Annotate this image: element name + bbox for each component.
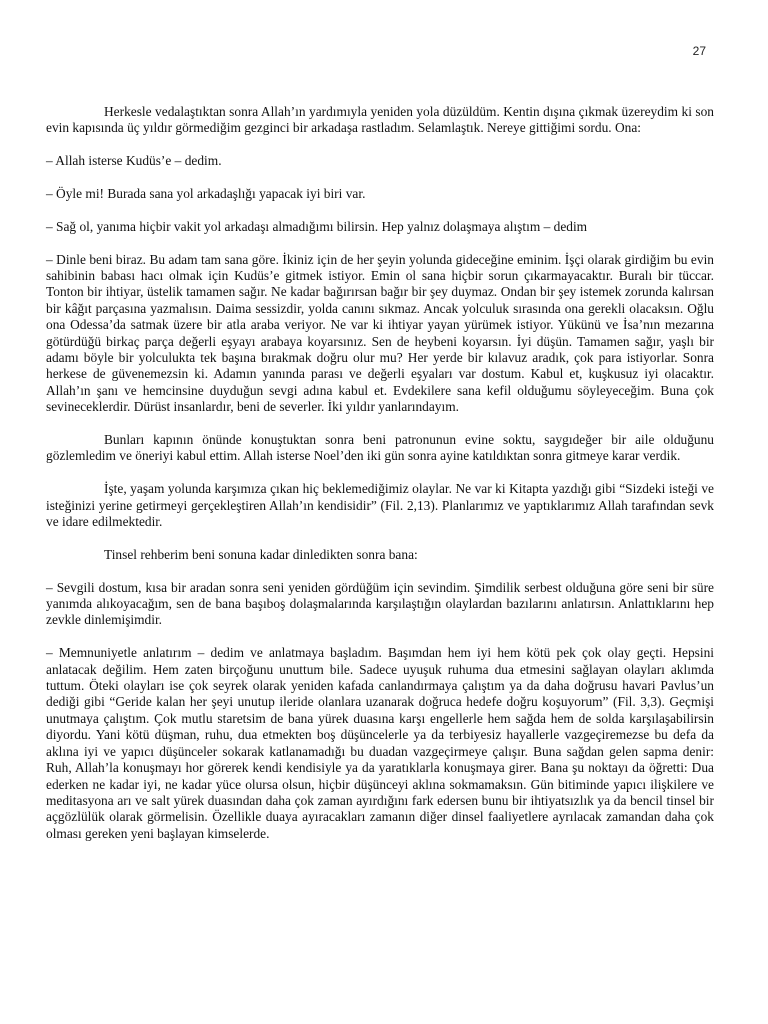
dialogue-line: – Allah isterse Kudüs’e – dedim. bbox=[46, 153, 222, 169]
dialogue-paragraph: – Dinle beni biraz. Bu adam tam sana göre. İkiniz için de her şeyin yolunda gideceğine eminim. İşçi olarak girdiğim bu evin sahibinin babası hacı olmak için Kudüs’e gitmek istiyor. Emin ol sana hiçbir sorun çıkarmayacaktır. Buralı bir tüccar. Tonton bir ihtiyar, üstelik tamamen sağır. Ne kadar bağırırsan bağır bir şey duymaz. Ondan bir şey istemek zorunda kalırsan bir kâğıt parçasına yazmalısın. Daima sessizdir, yolda canını sıkmaz. Ancak yolculuk sırasında ona gerekli olacaksın. Oğlu ona Odessa’da satmak üzere bir atla araba veriyor. Ne var ki ihtiyar yayan yürümek istiyor. Yükünü ve İsa’nın mezarına götürdüğü birkaç parça değerli eşyayı arabaya koyarsınız. Sen de heybeni koyarsın. İyi düşün. Tamamen sağır, yaşlı bir adamı böyle bir yolculukta tek başına bırakmak doğru olur mu? Her yerde bir kılavuz aradık, çok para istiyorlar. Sonra herkese de güvenemezsin ki. Adamın yanında parası ve değerli eşyaları var dostum. Kabul et, kuşkusuz iyi olacaktır. Allah’ın şanı ve hemcinsine duyduğun sevgi adına kabul et. Evdekilere sana kefil olduğumu söyleyeceğim. Buna çok sevineceklerdir. Dürüst insanlardır, beni de severler. İki yıldır yanlarındayım. bbox=[46, 251, 714, 415]
dialogue-paragraph: – Sevgili dostum, kısa bir aradan sonra seni yeniden gördüğüm için sevindim. Şimdilik serbest olduğuna göre seni bir süre yanımda alıkoyacağım, sen de bana başıboş dolaşmalarında karşılaştığın olaylardan bazılarını anlatırsın. Anlattıklarını hep zevkle dinlemişimdir. bbox=[46, 579, 714, 628]
dialogue-line: – Öyle mi! Burada sana yol arkadaşlığı yapacak iyi biri var. bbox=[46, 186, 366, 201]
dialogue-paragraph: – Memnuniyetle anlatırım – dedim ve anlatmaya başladım. Başımdan hem iyi hem kötü pek çok olay geçti. Hepsini anlatacak değilim. Hem zaten birçoğunu unuttum bile. Sadece uyuşuk ruhuma dua etmesini sağlayan olayları aklımda tuttum. Öteki olayları ise çok seyrek olarak yeniden kafada canlandırmaya çalıştım ya da daha doğrusu havari Pavlus’un dediği gibi “Geride kalan her şeyi unutup ileride olanlara uzanarak doğruca hedefe doğru koşuyorum” (Fil. 3,3). Geçmişi unutmaya çalıştım. Çok mutlu staretsim de bana yürek duasına karşı engellerle hem sağda hem de solda karşılaşabilirsin diyordu. Yani kötü düşman, ruhu, dua etmekten boş düşüncelerle ya da terbiyesiz hayallerle vazgeçiremezse bu defa da aklına iyi ve yapıcı düşünceler sokarak katlanamadığı bu duadan vazgeçirmeye çalışır. Buna sağdan gelen sapma denir: Ruh, Allah’la konuşmayı hor görerek kendi kendisiyle ya da yaratıklarla konuşmaya girer. Bana şu noktayı da öğretti: Dua ederken ne kadar iyi, ne kadar yüce olursa olsun, hiçbir düşünceyi aklına sokmamaksın. Gün bitiminde yapıcı ilişkilere ve meditasyona arı ve salt yürek duasından daha çok zaman ayırdığını fark edersen bunu bir ihtiyatsızlık ya da bencil tinsel bir açgözlülük olarak görmelisin. Özellikle duaya ayıracakları zamanın diğer dinsel faaliyetlere ayrılacak zamandan daha çok olması gereken yeni başlayan kimselerde. bbox=[46, 645, 714, 841]
paragraph: Tinsel rehberim beni sonuna kadar dinledikten sonra bana: bbox=[104, 546, 418, 562]
document-body bbox=[46, 104, 714, 859]
paragraph: Bunları kapının önünde konuştuktan sonra beni patronunun evine soktu, saygıdeğer bir aile olduğunu gözlemledim ve öneriyi kabul ettim. Allah isterse Noel’den iki gün sonra ayine katıldıktan sonra gitmeye karar verdik. bbox=[46, 432, 714, 464]
dialogue-line: – Sağ ol, yanıma hiçbir vakit yol arkadaşı almadığımı bilirsin. Hep yalnız dolaşmaya alıştım – dedim bbox=[46, 218, 588, 234]
paragraph: Herkesle vedalaştıktan sonra Allah’ın yardımıyla yeniden yola düzüldüm. Kentin dışına çıkmak üzereydim ki son evin kapısında üç yıldır görmediğim gezginci bir arkadaşa rastladım. Selamlaştık. Nereye gittiğimi sordu. Ona: bbox=[46, 104, 714, 136]
page-number: 27 bbox=[692, 44, 706, 58]
paragraph: İşte, yaşam yolunda karşımıza çıkan hiç beklemediğimiz olaylar. Ne var ki Kitapta yazdığı gibi “Sizdeki isteği ve isteğinizi yerine getirmeyi gerçekleştiren Allah’ın kendisidir” (Fil. 2,13). Planlarımız ve yaptıklarımız Allah tarafından sevk ve idare edilmektedir. bbox=[46, 481, 714, 530]
